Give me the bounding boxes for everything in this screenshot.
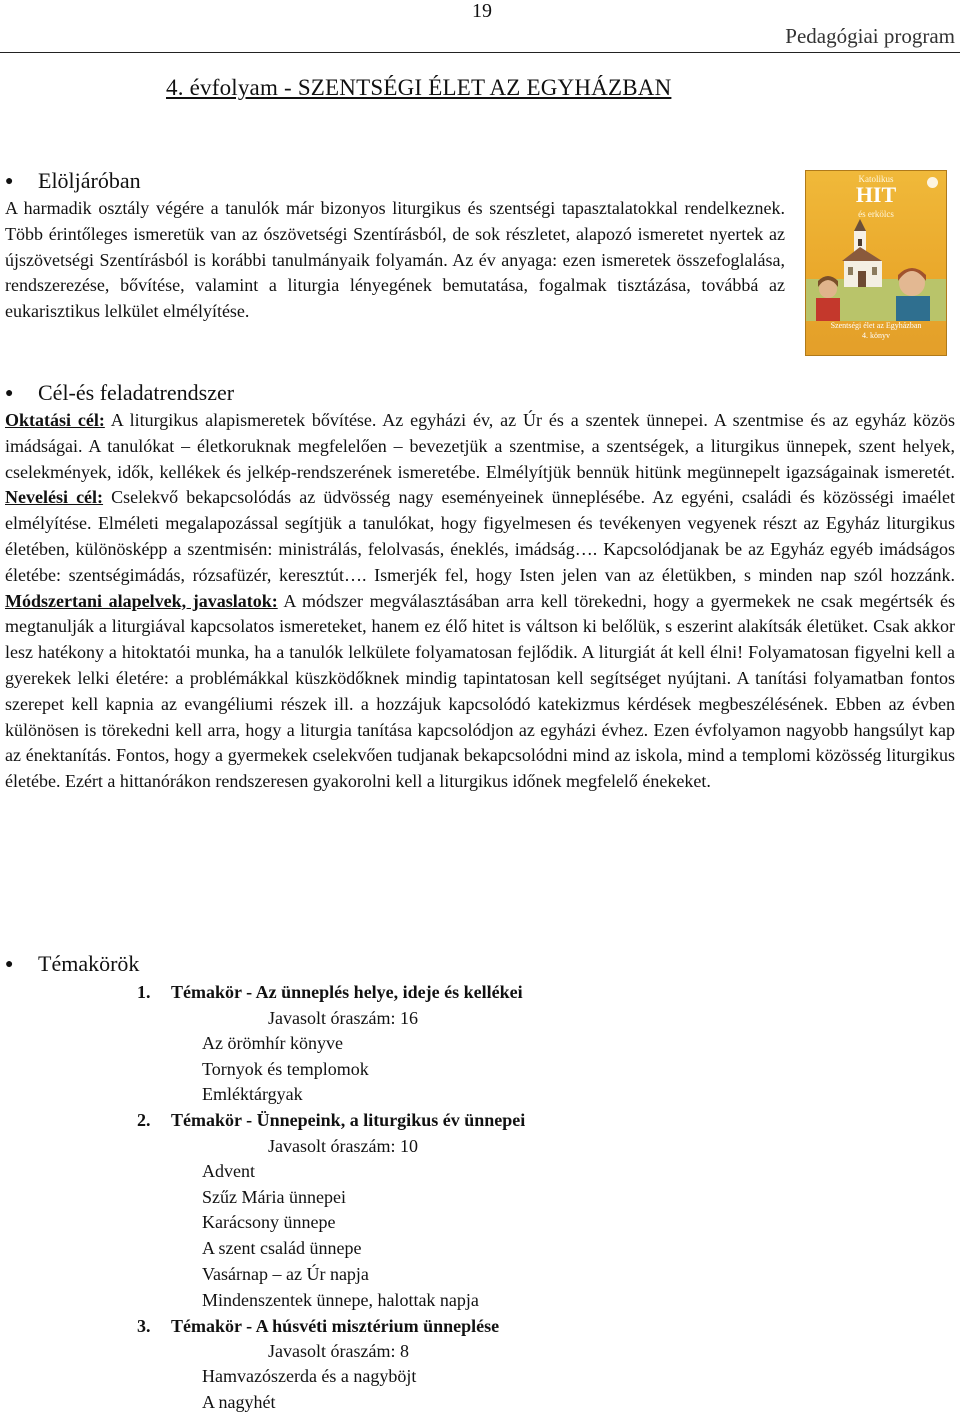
topic-number: 2. bbox=[137, 1110, 151, 1130]
topic-title bbox=[137, 982, 523, 1003]
cover-footer-grade: 4. könyv bbox=[862, 331, 890, 340]
section-heading-goals bbox=[5, 380, 234, 406]
education-goal-label: Nevelési cél: bbox=[5, 487, 104, 508]
topic-hours: Javasolt óraszám: 10 bbox=[268, 1136, 418, 1156]
cover-brand-title: HIT bbox=[855, 182, 897, 207]
subtopic-item: A nagyhét bbox=[202, 1392, 276, 1412]
section-heading-intro bbox=[5, 168, 141, 194]
running-title: Pedagógiai program bbox=[785, 24, 955, 48]
document-title: 4. évfolyam - SZENTSÉGI ÉLET AZ EGYHÁZBAN bbox=[166, 75, 672, 100]
intro-paragraph: A harmadik osztály végére a tanulók már bizonyos liturgikus és szentségi tapasztalatokkal rendelkeznek. Több érintőleges ismeretük van az ószövetségi Szentírásból, de sok részletet, alapozó ismeretet nyertek az újszövetségi Szentírásból is korábbi tanulmányaik folyamán. Az év anyaga: ezen ismeretek összefoglalása, rendszerezése, bővítése, valamint a liturgia lényegének bemutatása, fogalmak tisztázása, továbbá az eukarisztikus lelkület elmélyítése. bbox=[5, 198, 785, 322]
topic-title bbox=[137, 1316, 499, 1337]
topic-title-text: Témakör - A húsvéti misztérium ünneplése bbox=[171, 1316, 500, 1336]
subtopic-item: Hamvazószerda és a nagyböjt bbox=[202, 1366, 417, 1386]
subtopic-item: Karácsony ünnepe bbox=[202, 1212, 336, 1232]
topic-title-text: Témakör - Ünnepeink, a liturgikus év ünnepei bbox=[171, 1110, 526, 1130]
topic-hours: Javasolt óraszám: 16 bbox=[268, 1008, 418, 1028]
teaching-goal-label: Oktatási cél: bbox=[5, 410, 105, 430]
book-cover-image bbox=[805, 170, 947, 356]
church-illustration bbox=[806, 219, 946, 321]
subtopic-item: Vasárnap – az Úr napja bbox=[202, 1264, 369, 1284]
cover-logo-icon bbox=[927, 177, 938, 188]
cover-footer-text bbox=[806, 321, 946, 341]
subtopic-item: Advent bbox=[202, 1161, 255, 1181]
cover-series-label: Katolikus bbox=[858, 174, 894, 184]
page-number: 19 bbox=[472, 0, 492, 22]
topic-number: 3. bbox=[137, 1316, 151, 1336]
subtopic-item: Szűz Mária ünnepei bbox=[202, 1187, 346, 1207]
section-heading-topics-label: Témakörök bbox=[38, 951, 140, 976]
teaching-goal-text: A liturgikus alapismeretek bővítése. Az egyházi év, az Úr és a szentek ünnepei. A szentmise és az egyház közös imádságai. A tanulókat – életkoruknak megfelelően – bevezetjük a szentmise, a szentségek, a liturgikus ünnepek, szent helyek, cselekmények, idők, kellékek és jelkép-rendszerének ismeretébe. Elmélyítjük bennük hitünk megünnepelt igazságainak ismeretét. bbox=[5, 410, 955, 482]
subtopic-item: A szent család ünnepe bbox=[202, 1238, 362, 1258]
method-text: A módszer megválasztásában arra kell törekedni, hogy a gyermekek ne csak megértsék és megtanulják a liturgiával kapcsolatos ismereteket, hanem ez élő hitet is váltson ki belőlük, s eszerint alakítsák életüket. Csak akkor lesz hatékony a hitoktatói munka, ha a tanulók lelkülete folyamatosan fejlődik. A liturgiát át kell élni! Folyamatosan figyelni kell a gyerekek lelki életére: a problémákkal küszködőknek mindig tapintatosan kell segítséget nyújtani. A tanítási folyamatban fontos szerepet kell kapnia az evangéliumi részek ill. a hozzájuk kapcsolódó katekizmus kérdések megbeszélésének. Ebben az évben különösen is törekedni kell arra, hogy a liturgia tanítása kapcsolódjon az egyházi évhez. Ezen évfolyamon nagyobb hangsúlyt kap az énektanítás. Fontos, hogy a gyermekek cselekvően tudjanak bekapcsolódni mind az iskola, mind a templomi közösség liturgikus életébe. Ezért a hittanórákon rendszeresen gyakorolni kell a liturgikus időnek megfelelő énekeket. bbox=[5, 590, 955, 792]
section-heading-topics bbox=[5, 951, 139, 977]
topic-title bbox=[137, 1110, 525, 1131]
subtopic-item: Az örömhír könyve bbox=[202, 1033, 343, 1053]
bullet-icon: ● bbox=[5, 386, 14, 401]
topic-title-text: Témakör - Az ünneplés helye, ideje és kellékei bbox=[171, 982, 523, 1002]
section-heading-goals-label: Cél-és feladatrendszer bbox=[38, 380, 235, 405]
topic-number: 1. bbox=[137, 982, 151, 1002]
cover-subtitle: és erkölcs bbox=[858, 209, 894, 219]
education-goal-text: Cselekvő bekapcsolódás az üdvösség nagy eseményeinek ünneplésébe. Az egyéni, családi és közösségi imaélet elmélyítése. Elméleti megalapozással segítjük a tanulókat, hogy figyelmesen és tevékenyen vegyenek részt az Egyház liturgikus életében, különösképp a szentmisén: ministrálás, felolvasás, éneklés, imádság…. Kapcsolódjanak be az Egyház egyéb imádságos életébe: szentségimádás, rózsafüzér, keresztút…. Ismerjék fel, hogy Isten jelen van az életükben, s minden nap szól hozzánk. bbox=[5, 487, 955, 585]
subtopic-item: Mindenszentek ünnepe, halottak napja bbox=[202, 1290, 479, 1310]
goals-paragraph bbox=[5, 408, 955, 795]
subtopic-item: Tornyok és templomok bbox=[202, 1059, 369, 1079]
topic-hours: Javasolt óraszám: 8 bbox=[268, 1341, 409, 1361]
bullet-icon: ● bbox=[5, 957, 14, 972]
bullet-icon: ● bbox=[5, 174, 14, 189]
subtopic-item: Emléktárgyak bbox=[202, 1084, 303, 1104]
cover-footer-title: Szentségi élet az Egyházban bbox=[830, 321, 922, 330]
section-heading-intro-label: Elöljáróban bbox=[38, 168, 141, 193]
header-rule bbox=[0, 52, 960, 53]
method-label: Módszertani alapelvek, javaslatok: bbox=[5, 590, 278, 611]
